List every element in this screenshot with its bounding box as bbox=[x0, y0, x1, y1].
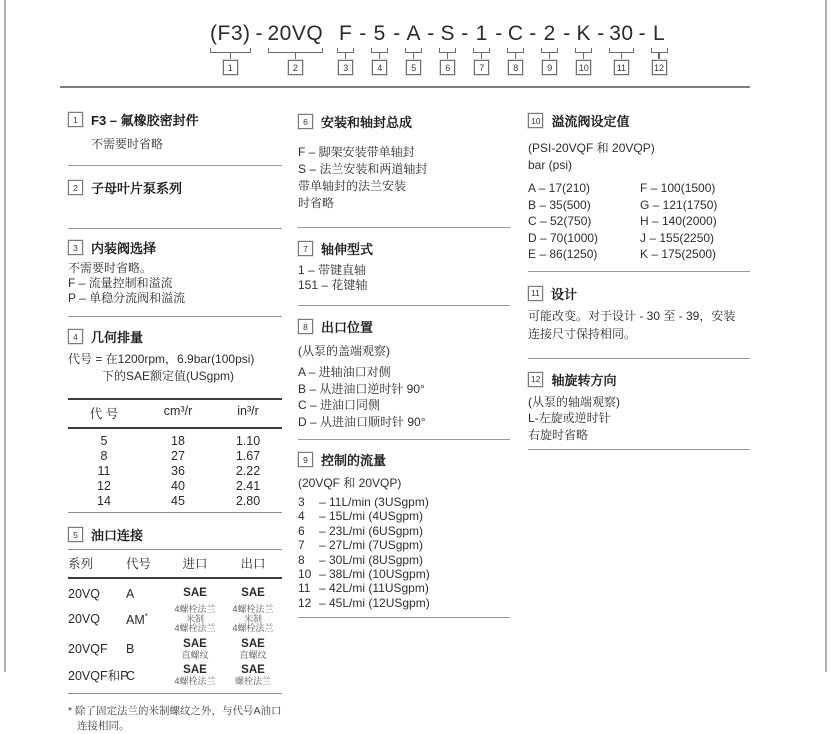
section-title: 出口位置 bbox=[321, 320, 374, 335]
table-cell: 2.80 bbox=[235, 494, 261, 508]
table-header: cm³/r bbox=[163, 404, 193, 418]
section-line: 151 – 花键轴 bbox=[298, 278, 368, 292]
divider bbox=[528, 271, 750, 272]
table-header: 进口 bbox=[182, 557, 208, 571]
segment-text: A bbox=[406, 22, 421, 45]
table-cell: 14 bbox=[97, 494, 111, 508]
segment-separator: - bbox=[495, 22, 503, 45]
segment-number-box: 10 bbox=[576, 60, 591, 75]
segment-number-box: 6 bbox=[440, 60, 455, 75]
flow-item: 12 – 45L/mi (12USgpm) bbox=[298, 595, 430, 610]
section-line: (从泵的轴端观察) bbox=[528, 394, 620, 409]
segment-number-box: 12 bbox=[652, 60, 667, 75]
table-cell: 36 bbox=[171, 464, 185, 478]
segment-text: 5 bbox=[373, 22, 386, 45]
table-cell: 2.22 bbox=[235, 464, 261, 478]
section-note: (从泵的盖端观察) bbox=[298, 344, 390, 358]
segment-text: 1 bbox=[475, 22, 488, 45]
divider bbox=[298, 439, 510, 440]
section-title: 内装阀选择 bbox=[91, 241, 157, 256]
table-row bbox=[68, 434, 282, 449]
section-line: P – 单稳分流阀和溢流 bbox=[68, 291, 186, 305]
section-number: 12 bbox=[528, 372, 543, 387]
table-cell: 11 bbox=[97, 464, 111, 478]
footnote: * 除了固定法兰的米制螺纹之外，与代号A油口 连接相同。 bbox=[68, 704, 282, 732]
code-segment bbox=[609, 22, 633, 75]
section-line: 可能改变。对于设计 - 30 至 - 39，安装 bbox=[528, 308, 736, 323]
table-header: 出口 bbox=[240, 557, 266, 571]
table-cell: 2.41 bbox=[235, 479, 261, 493]
table-cell: SAE 螺栓法兰 bbox=[234, 664, 271, 687]
divider bbox=[298, 617, 510, 618]
segment-separator: - bbox=[563, 22, 571, 45]
segment-text: C bbox=[507, 22, 524, 45]
segment-stem bbox=[295, 53, 297, 60]
section-title: 设计 bbox=[551, 286, 578, 302]
middle-column bbox=[298, 87, 510, 618]
section-5-header bbox=[68, 525, 282, 544]
segment-number-box: 4 bbox=[372, 60, 387, 75]
table-row bbox=[68, 464, 282, 479]
table-cell: 5 bbox=[100, 434, 108, 448]
section-line: 不需要时省略 bbox=[91, 137, 164, 151]
segment-number-box: 2 bbox=[288, 60, 303, 75]
segment-text: L bbox=[652, 22, 666, 45]
section-note: (20VQF 和 20VQP) bbox=[298, 476, 402, 490]
segment-text: K bbox=[576, 22, 591, 45]
relief-item: A – 17(210) bbox=[528, 181, 591, 195]
segment-text: 2 bbox=[543, 22, 556, 45]
code-segment bbox=[371, 22, 388, 75]
code-segment bbox=[405, 22, 422, 75]
table-cell: 1.67 bbox=[235, 449, 261, 463]
right-column bbox=[528, 87, 750, 450]
table-row bbox=[68, 605, 282, 634]
page-right-border bbox=[825, 0, 827, 672]
section-title: 控制的流量 bbox=[321, 453, 387, 468]
table-header: in³/r bbox=[237, 404, 259, 418]
divider bbox=[68, 228, 282, 229]
left-column bbox=[68, 87, 282, 734]
table-row bbox=[68, 638, 282, 661]
code-segment bbox=[473, 22, 490, 75]
segment-number-box: 1 bbox=[223, 60, 238, 75]
segment-separator: - bbox=[461, 22, 469, 45]
segment-text: (F3) bbox=[210, 22, 251, 45]
table-cell: AM* bbox=[126, 611, 148, 627]
section-9-header bbox=[298, 450, 510, 469]
section-4-header bbox=[68, 327, 282, 346]
segment-stem bbox=[549, 53, 551, 60]
section-line: C – 进油口同侧 bbox=[298, 398, 381, 412]
section-line: S – 法兰安装和两道轴封 bbox=[298, 162, 428, 176]
section-title: 安装和轴封总成 bbox=[321, 115, 413, 130]
segment-stem bbox=[230, 53, 232, 60]
segment-separator: - bbox=[427, 22, 435, 45]
table-cell: 4螺栓法兰 米制 4螺栓法兰 bbox=[174, 604, 216, 634]
section-title: 溢流阀设定值 bbox=[551, 114, 630, 129]
section-8-header bbox=[298, 317, 510, 336]
segment-number-box: 9 bbox=[542, 60, 557, 75]
table-header-row bbox=[68, 400, 282, 429]
table-cell: 20VQ bbox=[68, 612, 100, 627]
section-number: 3 bbox=[68, 240, 83, 255]
section-line: 不需要时省略。 bbox=[68, 261, 153, 275]
section-number: 6 bbox=[298, 114, 313, 129]
section-number: 1 bbox=[68, 112, 83, 127]
segment-text: 30 bbox=[609, 22, 634, 45]
section-line: A – 进轴油口对侧 bbox=[298, 365, 391, 379]
flow-item: 10 – 38L/mi (10USgpm) bbox=[298, 567, 430, 582]
table-cell: 4螺栓法兰 米制 4螺栓法兰 bbox=[232, 604, 274, 634]
table-cell: SAE 直螺纹 bbox=[239, 637, 267, 660]
segment-number-box: 11 bbox=[614, 60, 629, 75]
code-segment bbox=[439, 22, 456, 75]
segment-separator: - bbox=[638, 22, 646, 45]
table-cell: SAE bbox=[241, 587, 265, 600]
segment-stem bbox=[379, 53, 381, 60]
section-12-header bbox=[528, 370, 750, 389]
table-row bbox=[68, 664, 282, 687]
section-7-header bbox=[298, 239, 510, 258]
table-header: 代号 bbox=[126, 557, 152, 571]
table-cell: 12 bbox=[97, 479, 111, 493]
segment-number-box: 8 bbox=[508, 60, 523, 75]
section-number: 2 bbox=[68, 180, 83, 195]
section-note: (PSI-20VQF 和 20VQP) bbox=[528, 141, 655, 155]
divider bbox=[298, 227, 510, 228]
segment-separator: - bbox=[255, 22, 263, 45]
section-10-header bbox=[528, 111, 750, 130]
table-cell: 40 bbox=[171, 479, 185, 493]
section-title: 子母叶片泵系列 bbox=[91, 181, 183, 196]
flow-item: 6 – 23L/mi (6USgpm) bbox=[298, 523, 424, 538]
relief-item: H – 140(2000) bbox=[640, 214, 717, 228]
section-3-header bbox=[68, 238, 282, 257]
relief-item: D – 70(1000) bbox=[528, 230, 599, 245]
flow-item: 4 – 15L/mi (4USgpm) bbox=[298, 509, 424, 524]
model-code bbox=[210, 22, 668, 75]
divider bbox=[68, 577, 282, 579]
code-segment bbox=[575, 22, 592, 75]
table-row bbox=[68, 586, 282, 601]
section-1-header bbox=[68, 110, 282, 129]
segment-stem bbox=[413, 53, 415, 60]
section-title: 轴旋转方向 bbox=[551, 372, 617, 388]
segment-stem bbox=[447, 53, 449, 60]
divider bbox=[298, 305, 510, 306]
segment-stem bbox=[481, 53, 483, 60]
section-line: 代号 = 在1200rpm，6.9bar(100psi) bbox=[68, 352, 255, 366]
section-line: B – 从进油口逆时针 90° bbox=[298, 381, 425, 396]
flow-item: 7 – 27L/mi (7USgpm) bbox=[298, 538, 424, 553]
flow-item: 8 – 30L/mi (8USgpm) bbox=[298, 552, 424, 567]
section-number: 10 bbox=[528, 113, 543, 128]
relief-item: C – 52(750) bbox=[528, 214, 592, 228]
section-number: 11 bbox=[528, 286, 543, 301]
segment-stem bbox=[345, 53, 347, 60]
section-number: 4 bbox=[68, 329, 83, 344]
code-segment bbox=[337, 22, 354, 75]
section-number: 8 bbox=[298, 319, 313, 334]
relief-item: K – 175(2500) bbox=[640, 247, 717, 261]
section-note: bar (psi) bbox=[528, 157, 573, 172]
section-line: 下的SAE额定值(USgpm) bbox=[102, 368, 235, 383]
table-cell: 27 bbox=[171, 449, 185, 463]
code-segment bbox=[210, 22, 251, 75]
segment-text: S bbox=[440, 22, 455, 45]
segment-text: 20VQ bbox=[267, 22, 324, 45]
table-cell: 45 bbox=[171, 494, 185, 508]
section-2-header bbox=[68, 178, 282, 197]
section-line: 右旋时省略 bbox=[528, 427, 589, 442]
section-line: 带单轴封的法兰安装 bbox=[298, 179, 407, 193]
section-line: 连接尺寸保持相同。 bbox=[528, 326, 637, 341]
segment-text: F bbox=[339, 22, 353, 45]
table-cell: 1.10 bbox=[235, 434, 261, 448]
table-row bbox=[68, 449, 282, 464]
segment-number-box: 5 bbox=[406, 60, 421, 75]
section-line: D – 从进油口顺时针 90° bbox=[298, 414, 426, 429]
relief-item: B – 35(500) bbox=[528, 197, 591, 212]
table-header: 系列 bbox=[68, 557, 94, 571]
section-line: L-左旋或逆时针 bbox=[528, 411, 611, 425]
divider bbox=[68, 693, 282, 694]
table-cell: B bbox=[126, 642, 135, 657]
section-number: 9 bbox=[298, 452, 313, 467]
segment-number-box: 7 bbox=[474, 60, 489, 75]
section-number: 7 bbox=[298, 241, 313, 256]
table-cell: SAE 4螺栓法兰 bbox=[174, 664, 216, 687]
divider bbox=[68, 165, 282, 166]
table-header-row bbox=[68, 550, 282, 577]
code-segment bbox=[507, 22, 524, 75]
flow-item: 3 – 11L/min (3USgpm) bbox=[298, 495, 429, 509]
section-line: F – 脚架安装带单轴封 bbox=[298, 145, 415, 159]
segment-stem bbox=[515, 53, 517, 60]
section-6-header bbox=[298, 112, 510, 131]
code-segment bbox=[541, 22, 558, 75]
displacement-table bbox=[68, 398, 282, 513]
relief-item: J – 155(2250) bbox=[640, 230, 715, 245]
page-left-border bbox=[4, 0, 6, 672]
section-line: 1 – 带键直轴 bbox=[298, 263, 367, 277]
table-cell: 20VQF和P bbox=[68, 669, 129, 684]
section-line: 时省略 bbox=[298, 196, 335, 210]
segment-stem bbox=[621, 53, 623, 60]
relief-item: E – 86(1250) bbox=[528, 247, 598, 261]
divider bbox=[528, 449, 750, 450]
table-row bbox=[68, 494, 282, 509]
section-title: F3 – 氟橡胶密封件 bbox=[91, 113, 199, 128]
divider bbox=[68, 316, 282, 317]
section-title: 轴伸型式 bbox=[321, 242, 374, 257]
segment-stem bbox=[658, 53, 660, 60]
table-header: 代 号 bbox=[89, 407, 119, 421]
section-title: 几何排量 bbox=[91, 330, 144, 345]
segment-separator: - bbox=[597, 22, 605, 45]
relief-settings-list bbox=[528, 180, 750, 263]
table-cell: 20VQF bbox=[68, 641, 108, 656]
table-cell: SAE bbox=[183, 587, 207, 600]
section-number: 5 bbox=[68, 527, 83, 542]
segment-stem bbox=[583, 53, 585, 60]
segment-separator: - bbox=[359, 22, 367, 45]
flow-item: 11 – 42L/mi (11USgpm) bbox=[298, 581, 429, 596]
segment-separator: - bbox=[393, 22, 401, 45]
segment-separator: - bbox=[529, 22, 537, 45]
section-title: 油口连接 bbox=[91, 528, 144, 543]
segment-number-box: 3 bbox=[338, 60, 353, 75]
code-segment bbox=[268, 22, 324, 75]
code-segment bbox=[651, 22, 668, 75]
section-11-header bbox=[528, 284, 750, 303]
table-cell: 18 bbox=[171, 434, 185, 448]
table-cell: 20VQ bbox=[68, 586, 100, 601]
port-table bbox=[68, 549, 282, 694]
table-cell: C bbox=[126, 668, 136, 683]
section-line: F – 流量控制和溢流 bbox=[68, 276, 173, 290]
table-cell: SAE 直螺纹 bbox=[181, 637, 209, 660]
divider bbox=[528, 358, 750, 359]
table-cell: A bbox=[126, 587, 135, 602]
table-cell: 8 bbox=[100, 449, 108, 463]
relief-item: G – 121(1750) bbox=[640, 197, 718, 212]
table-row bbox=[68, 479, 282, 494]
relief-item: F – 100(1500) bbox=[640, 181, 716, 195]
